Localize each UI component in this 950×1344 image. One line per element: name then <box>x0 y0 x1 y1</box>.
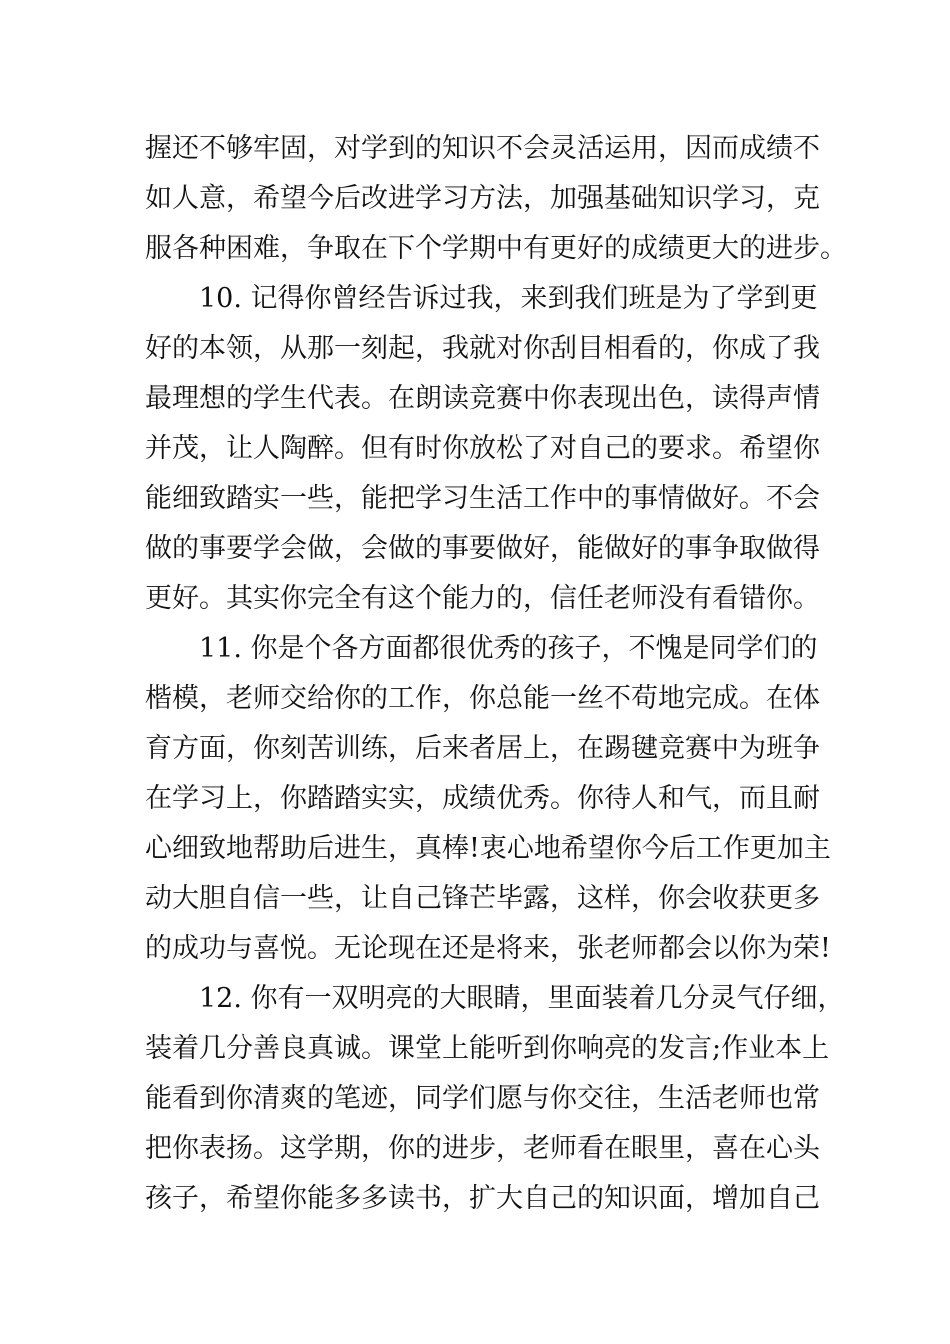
text-line: 把你表扬。这学期，你的进步，老师看在眼里，喜在心头 <box>145 1133 820 1164</box>
text-line: 做的事要学会做，会做的事要做好，能做好的事争取做得 <box>145 533 820 564</box>
text-line: 能看到你清爽的笔迹，同学们愿与你交往，生活老师也常 <box>145 1083 820 1114</box>
text-line: 并茂，让人陶醉。但有时你放松了对自己的要求。希望你 <box>145 433 820 464</box>
text-line: 好的本领，从那一刻起，我就对你刮目相看的，你成了我 <box>145 333 820 364</box>
paragraph-start-line: 11. 你是个各方面都很优秀的孩子，不愧是同学们的 <box>199 633 818 664</box>
text-line: 更好。其实你完全有这个能力的，信任老师没有看错你。 <box>145 583 820 614</box>
text-line: 楷模，老师交给你的工作，你总能一丝不苟地完成。在体 <box>145 683 820 714</box>
text-line: 的成功与喜悦。无论现在还是将来，张老师都会以你为荣! <box>145 933 831 964</box>
text-line: 如人意，希望今后改进学习方法，加强基础知识学习，克 <box>145 183 820 214</box>
text-line: 动大胆自信一些，让自己锋芒毕露，这样，你会收获更多 <box>145 883 820 914</box>
paragraph-start-line: 10. 记得你曾经告诉过我，来到我们班是为了学到更 <box>199 283 818 314</box>
text-line: 装着几分善良真诚。课堂上能听到你响亮的发言;作业本上 <box>145 1033 830 1064</box>
paragraph-start-line: 12. 你有一双明亮的大眼睛，里面装着几分灵气仔细， <box>199 983 845 1014</box>
text-line: 能细致踏实一些，能把学习生活工作中的事情做好。不会 <box>145 483 820 514</box>
text-line: 最理想的学生代表。在朗读竞赛中你表现出色，读得声情 <box>145 383 820 414</box>
document-body <box>145 124 845 1224</box>
text-line: 孩子，希望你能多多读书，扩大自己的知识面，增加自己 <box>145 1183 820 1214</box>
text-line: 服各种困难，争取在下个学期中有更好的成绩更大的进步。 <box>145 233 847 264</box>
text-line: 心细致地帮助后进生，真棒!衷心地希望你今后工作更加主 <box>145 833 831 864</box>
text-line: 育方面，你刻苦训练，后来者居上，在踢毽竞赛中为班争 <box>145 733 820 764</box>
text-line: 握还不够牢固，对学到的知识不会灵活运用，因而成绩不 <box>145 133 820 164</box>
text-line: 在学习上，你踏踏实实，成绩优秀。你待人和气，而且耐 <box>145 783 820 814</box>
